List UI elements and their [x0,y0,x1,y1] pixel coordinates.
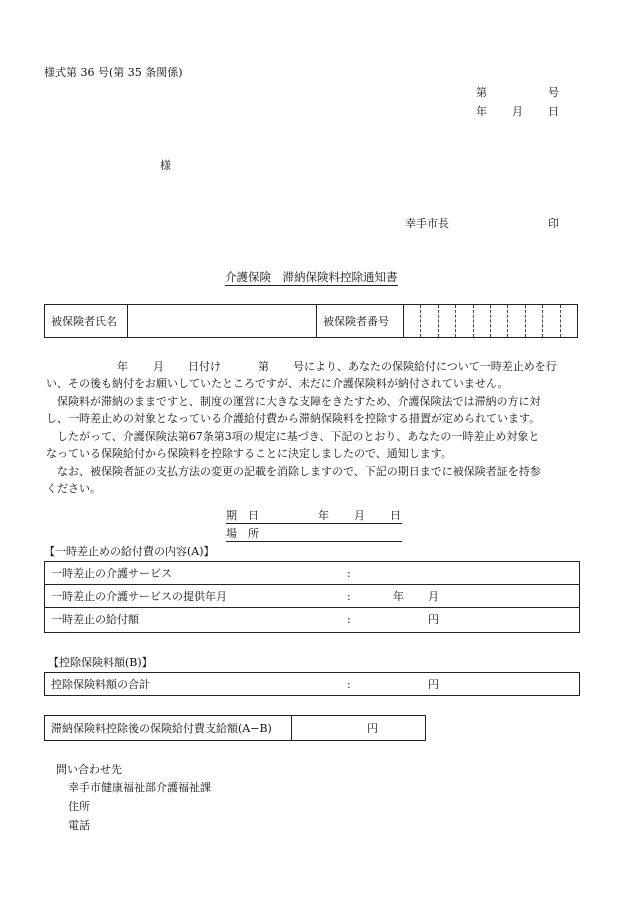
addressee-suffix: 様 [160,159,171,172]
contact-dept: 幸手市健康福祉部介護福祉課 [68,781,211,794]
insured-number-digit-cell[interactable] [543,305,560,337]
deadline-day: 日 [390,509,401,522]
insured-number-digit-cell[interactable] [526,305,543,337]
body-date-suffix: 日付け [188,360,221,373]
period-label: 一時差止の介護サービスの提供年月 [51,590,227,603]
deadline-label: 期 日 [226,509,259,522]
number-dai: 第 [476,86,487,99]
period-year: 年 [393,590,404,603]
amount-label: 一時差止の給付額 [51,613,139,626]
insured-number-label: 被保険者番号 [317,305,404,338]
period-colon: : [347,590,351,603]
page-title: 介護保険 滞納保険料控除通知書 [225,270,398,284]
insured-number-digit-cell[interactable] [456,305,473,337]
deduction-total-unit: 円 [428,678,439,691]
insured-number-digit-cell[interactable] [561,305,577,337]
section-a-row-period [45,585,579,608]
insured-table [44,304,578,338]
section-a-row-service [45,562,579,585]
body-month: 月 [153,360,164,373]
net-payment-unit: 円 [367,722,378,735]
insured-number-digit-cell[interactable] [491,305,508,337]
seal-mark: 印 [548,217,559,230]
section-a-heading: 【一時差止めの給付費の内容(A)】 [44,545,215,558]
net-payment-label: 滞納保険料控除後の保険給付費支給額(A−B) [51,722,272,735]
deadline-month: 月 [354,509,365,522]
body-line6: なっている保険給付から保険料を控除することに決定しましたので、通知します。 [46,447,452,460]
place-line [226,527,402,542]
body-year: 年 [117,360,128,373]
place-label: 場 所 [226,527,259,540]
body-line1-text: 号により、あなたの保険給付について一時差止めを行 [293,360,557,373]
insured-number-digits [404,305,577,337]
section-a-box [44,561,580,633]
insured-number-field[interactable] [404,305,578,338]
body-line2: い、その後も納付をお願いしていたところですが、未だに介護保険料が納付されていません。 [46,377,509,390]
insured-number-digit-cell[interactable] [474,305,491,337]
insured-name-label: 被保険者氏名 [45,305,128,338]
date-year: 年 [476,105,487,118]
body-dai: 第 [258,360,269,373]
deadline-line [226,509,402,524]
deduction-total-colon: : [347,678,351,691]
section-b-box [44,672,580,696]
form-label: 様式第 36 号(第 35 条関係) [44,66,183,79]
service-label: 一時差止の介護サービス [51,567,172,580]
insured-number-digit-cell[interactable] [508,305,525,337]
body-line7: なお、被保険者証の支払方法の変更の記載を消除しますので、下記の期日までに被保険者証を持参 [57,465,541,478]
body-line5: したがって、介護保険法第67条第3項の規定に基づき、下記のとおり、あなたの一時差止め対象と [57,430,540,443]
period-month: 月 [428,590,439,603]
body-line4: し、一時差止めの対象となっている介護給付費から滞納保険料を控除する措置が定められています。 [46,412,541,425]
contact-phone: 電話 [68,819,90,832]
contact-heading: 問い合わせ先 [56,763,122,776]
net-payment-box [44,715,426,741]
section-a-row-amount [45,608,579,630]
body-line3: 保険料が滞納のままですと、制度の運営に大きな支障をきたすため、介護保険法では滞納の方に対 [57,395,541,408]
deduction-total-label: 控除保険料額の合計 [51,678,150,691]
net-payment-divider [291,716,292,740]
deadline-year: 年 [318,509,329,522]
section-b-heading: 【控除保険料額(B)】 [48,656,153,669]
insured-number-digit-cell[interactable] [421,305,438,337]
body-line8: ください。 [46,482,101,495]
service-colon: : [347,567,351,580]
insured-name-field[interactable] [128,305,317,338]
issuer: 幸手市長 [405,217,449,230]
amount-colon: : [347,613,351,626]
date-month: 月 [512,105,523,118]
insured-number-digit-cell[interactable] [404,305,421,337]
date-day: 日 [548,105,559,118]
number-go: 号 [548,86,559,99]
amount-unit: 円 [428,613,439,626]
contact-address: 住所 [68,800,90,813]
insured-number-digit-cell[interactable] [439,305,456,337]
